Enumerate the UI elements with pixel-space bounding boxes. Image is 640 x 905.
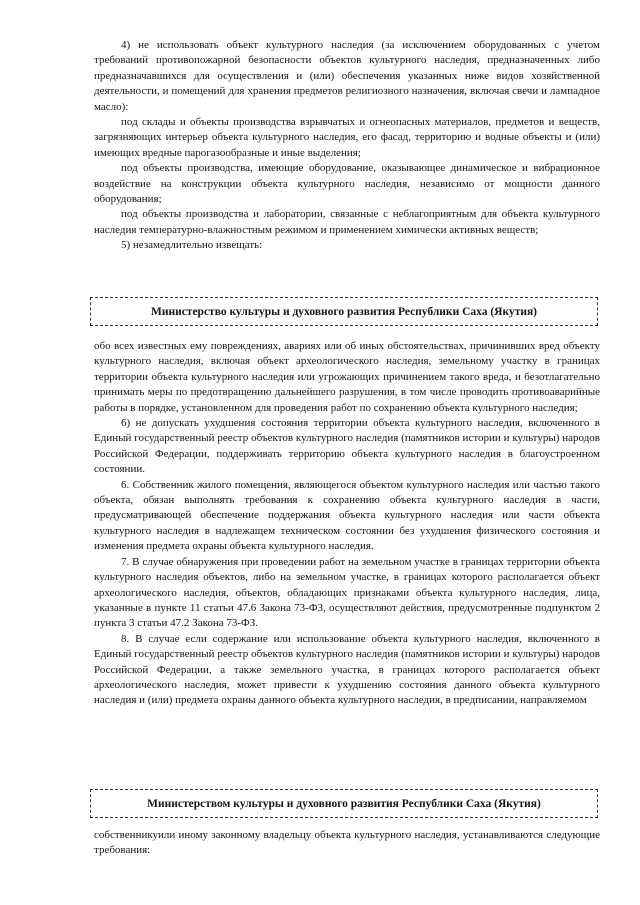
paragraph-item-6: 6) не допускать ухудшения состояния территории объекта культурного наследия, включенного в Единый государственный реестр объектов культурного наследия (памятников истории и культуры) народов Российской Федерации, поддерживать территорию объекта культурного наследия в благоустроенном состоянии. — [94, 417, 600, 476]
ministry-box-2 — [90, 789, 598, 818]
ministry-box-1 — [90, 297, 598, 326]
text-block-1 — [94, 38, 600, 254]
paragraph-section-6: 6. Собственник жилого помещения, являющегося объектом культурного наследия или частью такого объекта, обязан выполнять требования к сохранению объекта культурного наследия в части, предусматривающей обеспечение поддержания объекта культурного наследия или части объекта культурного наследия в надлежащем техническом состоянии без ухудшения физического состояния и изменения предмета охраны объекта культурного наследия. — [94, 478, 600, 553]
ministry-name: Министерством культуры и духовного развития Республики Саха (Якутия) — [147, 797, 541, 810]
text-block-3 — [94, 828, 600, 859]
paragraph-section-8: 8. В случае если содержание или использование объекта культурного наследия, включенного в Единый государственный реестр объектов культурного наследия (памятников истории и культуры) народов Российской Федерации, а также земельного участка, в границах которого располагается объект археологического наследия, может привести к ухудшению состояния данного объекта культурного наследия и (или) предмета охраны данного объекта культурного наследия, в предписании, направляемом — [94, 632, 600, 707]
paragraph-section-7: 7. В случае обнаружения при проведении работ на земельном участке в границах территории объекта культурного наследия объектов, либо на земельном участке, в границах которого располагается объект археологического наследия, объектов, обладающих признаками объекта культурного наследия, лица, указанные в пункте 11 статьи 47.6 Закона 73-ФЗ, осуществляют действия, предусмотренные подпунктом 2 пункта 3 статьи 47.2 Закона 73-ФЗ. — [94, 555, 600, 630]
paragraph-requirements: собственникуили иному законному владельцу объекта культурного наследия, устанавливаются следующие требования: — [94, 829, 600, 857]
paragraph-item-4: 4) не использовать объект культурного наследия (за исключением оборудованных с учетом требований противопожарной безопасности объектов культурного наследия, предназначенных либо предназначавшихся для осуществления и (или) обеспечения указанных ниже видов хозяйственной деятельности, и помещений для хранения предметов религиозного назначения, включая свечи и лампадное масло): — [94, 39, 600, 113]
paragraph-production: под объекты производства, имеющие оборудование, оказывающее динамическое и вибрационное воздействие на конструкции объекта культурного наследия, независимо от мощности данного оборудования; — [94, 162, 600, 206]
paragraph-warehouses: под склады и объекты производства взрывчатых и огнеопасных материалов, предметов и веществ, загрязняющих интерьер объекта культурного наследия, его фасад, территорию и водные объекты и (или) имеющих вредные парогазообразные и иные выделения; — [94, 116, 600, 159]
paragraph-laboratories: под объекты производства и лаборатории, связанные с неблагоприятным для объекта культурного наследия температурно-влажностным режимом и применением химически активных веществ; — [94, 208, 600, 236]
text-block-2 — [94, 339, 600, 709]
ministry-name: Министерство культуры и духовного развития Республики Саха (Якутия) — [150, 305, 538, 318]
paragraph-notify: обо всех известных ему повреждениях, авариях или об иных обстоятельствах, причинивших вред объекту культурного наследия, включая объект археологического наследия, земельному участку в границах территории объекта культурного наследия или угрожающих причинением такого вреда, и безотлагательно принимать меры по предотвращению дальнейшего разрушения, в том числе проводить противоаварийные работы в порядке, установленном для проведения работ по сохранению объекта культурного наследия; — [94, 340, 600, 414]
paragraph-item-5: 5) незамедлительно извещать: — [121, 239, 263, 252]
